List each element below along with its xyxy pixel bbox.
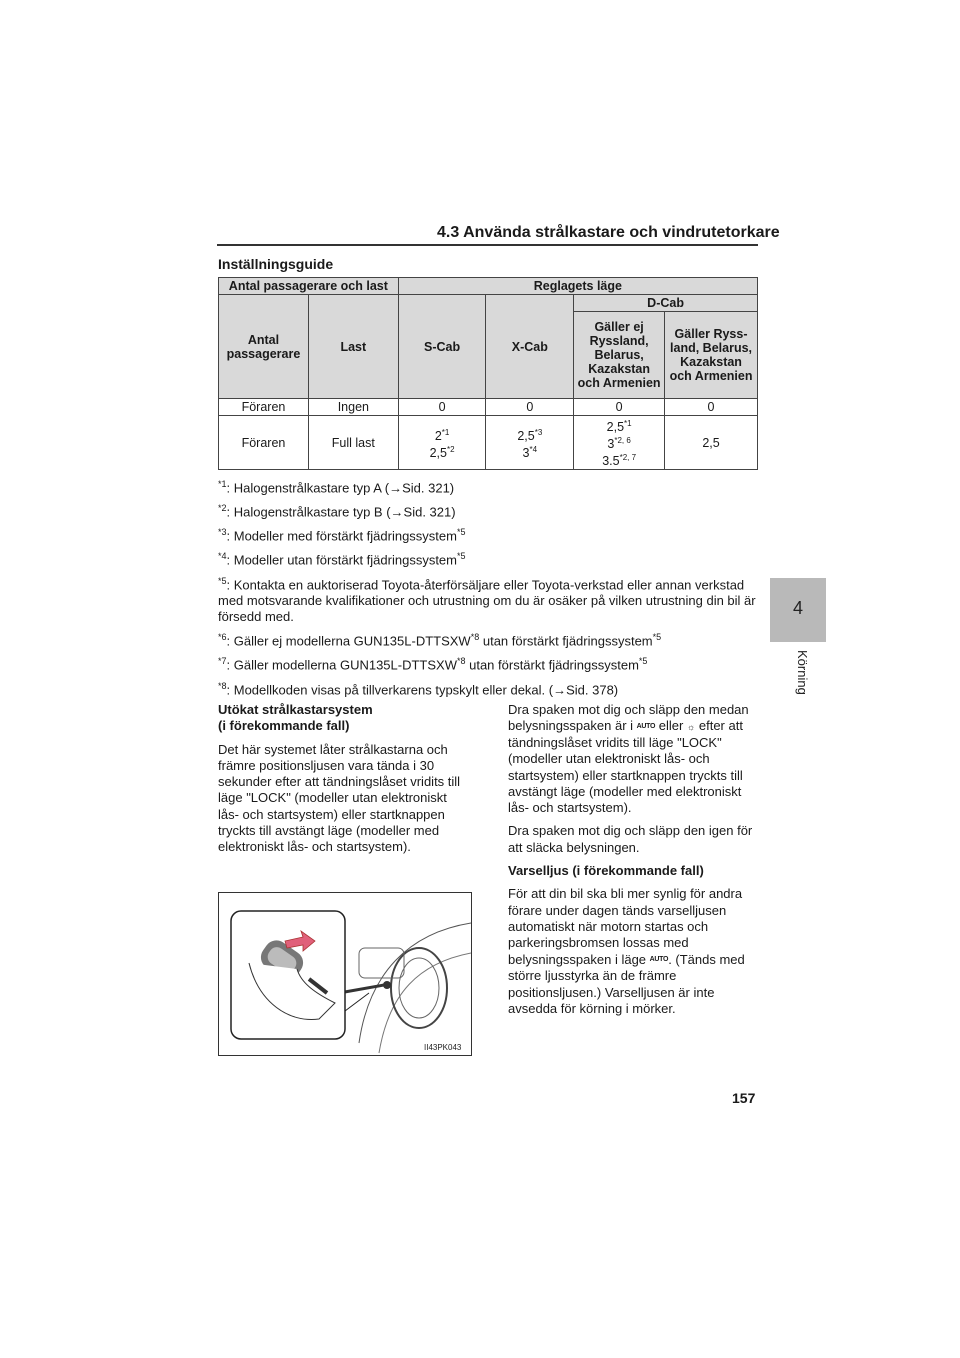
value: 3 (607, 437, 615, 452)
table-cell (398, 416, 486, 470)
footnote-8 (218, 678, 758, 698)
subsection-heading (218, 702, 468, 735)
footnote-mark: *4 (218, 551, 227, 561)
footnote-mark: *1 (218, 479, 227, 489)
paragraph: Dra spaken mot dig och släpp den igen för att släcka belysningen. (508, 823, 753, 855)
footnote-ref: *5 (638, 656, 648, 666)
footnote-ref: *1 (441, 427, 450, 437)
chapter-number: 4 (792, 598, 803, 618)
value: 2,5 (606, 420, 625, 435)
table-cell: 0 (665, 399, 758, 416)
footnote-mark: *6 (218, 632, 227, 642)
footnote-ref: *2, 6 (614, 436, 631, 446)
table-group-header: Antal passagerare och last (219, 278, 399, 295)
value: 3.5 (602, 454, 620, 469)
footnote-text: : Halogenstrålkastare typ A (→Sid. 321) (226, 480, 455, 496)
text: efter att tändningslåset vridits till läge "LOCK" (modeller utan elektroniskt lås- och startsystem) eller startknappen tryckts till avstängt läge (modeller med elektroniskt lås- och startsystem). (508, 718, 743, 816)
running-header: 4.3 Använda strålkastare och vindrutetorkare (437, 224, 780, 241)
footnote-text: : Gäller ej modellerna GUN135L-DTTSXW (226, 633, 471, 649)
image-code: II43PK043 (424, 1043, 462, 1052)
table-cell: Föraren (219, 416, 309, 470)
heading-line: Utökat strålkastarsystem (218, 702, 373, 717)
footnote-1 (218, 476, 758, 496)
footnote-mark: *5 (218, 576, 227, 586)
footnote-ref: *2 (446, 444, 455, 454)
footnote-ref: *1 (624, 419, 632, 428)
footnote-7 (218, 653, 758, 673)
table-cell: 0 (574, 399, 665, 416)
paragraph: Det här systemet låter strålkastarna och främre positionsljusen vara tända i 30 sekunder efter att tändningslåset vridits till läge "LOCK" (modeller utan elektroniskt lås- och startsystem) eller startknappen tryckts till avstängt läge (modeller med elektroniskt lås- och startsystem). (218, 741, 461, 855)
dashboard-lever-image (219, 893, 471, 1055)
left-column (218, 702, 468, 863)
col-header-load: Last (308, 295, 398, 399)
footnote-text: : Halogenstrålkastare typ B (→Sid. 321) (226, 504, 456, 520)
table-cell: 2,5 (665, 416, 758, 470)
footnote-text: : Modellkoden visas på tillverkarens typskylt eller dekal. (→Sid. 378) (226, 682, 619, 698)
page-number: 157 (732, 1090, 756, 1106)
paragraph (508, 702, 760, 816)
table-cell: Full last (308, 416, 398, 470)
table-cell (574, 416, 665, 470)
table-group-header: Reglagets läge (398, 278, 757, 295)
col-header-passengers: Antal passagerare (219, 295, 309, 399)
footnote-text: : Modeller utan förstärkt fjädringssystem (226, 552, 457, 568)
value: 2,5 (429, 445, 447, 460)
footnote-5 (218, 573, 758, 625)
col-header-dcab-b: Gäller Ryss-land, Belarus, Kazakstan och Armenien (665, 312, 758, 399)
footnote-ref: *3 (534, 427, 543, 437)
tail-light-icon: ☼ (687, 721, 696, 732)
header-rule (217, 244, 758, 246)
auto-icon: AUTO (636, 722, 656, 730)
footnote-4 (218, 548, 758, 568)
section-title: Inställningsguide (218, 256, 334, 272)
footnote-mark: *3 (218, 527, 227, 537)
text: Dra spaken mot dig och släpp den medan belysningsspaken är i (508, 702, 749, 734)
table-row (219, 399, 758, 416)
footnote-text: utan förstärkt fjädringssystem (465, 657, 639, 673)
subsection-heading: Varselljus (i förekommande fall) (508, 863, 704, 879)
value: 2 (434, 428, 442, 443)
footnote-mark: *2 (218, 503, 227, 513)
table-cell: 0 (398, 399, 486, 416)
table-cell: 0 (486, 399, 574, 416)
footnote-mark: *8 (218, 681, 227, 691)
col-header-dcab: D-Cab (574, 295, 758, 312)
value: 3 (522, 445, 530, 460)
footnote-text: : Modeller med förstärkt fjädringssystem (226, 528, 457, 544)
footnote-ref: *5 (652, 632, 662, 642)
table-row (219, 416, 758, 470)
footnote-text: : Kontakta en auktoriserad Toyota-återförsäljare eller Toyota-verkstad eller annan verkstad med motsvarande kvalifikationer och utrustning om du är osäker på vilken utrustning din bil är försedd med. (218, 577, 756, 625)
text: . (Tänds med större ljusstyrka än de främre positionsljusen.) Varselljusen är inte avsedda för körning i mörker. (508, 951, 745, 1016)
text: För att din bil ska bli mer synlig för andra förare under dagen tänds varselljusen automatiskt när motorn startas och parkeringsbromsen lossas med belysningsspaken i läge (508, 886, 743, 967)
col-header-xcab: X-Cab (486, 295, 574, 399)
table-cell: Föraren (219, 399, 309, 416)
paragraph (508, 886, 760, 1017)
footnote-ref: *2, 7 (619, 453, 637, 463)
footnote-mark: *7 (218, 656, 227, 666)
lever-illustration (218, 892, 472, 1056)
footnote-ref: *4 (529, 444, 538, 454)
col-header-scab: S-Cab (398, 295, 486, 399)
table-cell (486, 416, 574, 470)
footnote-text: utan förstärkt fjädringssystem (479, 633, 653, 649)
footnote-ref: *5 (457, 551, 466, 561)
footnote-3 (218, 524, 758, 544)
footnote-2 (218, 500, 758, 520)
text: eller (658, 718, 684, 734)
heading-line: (i förekommande fall) (218, 718, 350, 734)
col-header-dcab-a: Gäller ej Ryssland, Belarus, Kazakstan och Armenien (574, 312, 665, 399)
settings-table (218, 277, 758, 470)
footnote-6 (218, 629, 758, 649)
footnote-ref: *8 (456, 656, 466, 666)
footnote-text: : Gäller modellerna GUN135L-DTTSXW (226, 657, 457, 673)
footnote-ref: *8 (470, 632, 480, 642)
auto-icon: AUTO (649, 955, 669, 963)
table-cell: Ingen (308, 399, 398, 416)
value: 2,5 (517, 428, 535, 443)
chapter-label: Körning (795, 650, 810, 695)
right-column (508, 702, 760, 1024)
footnote-ref: *5 (456, 527, 466, 537)
